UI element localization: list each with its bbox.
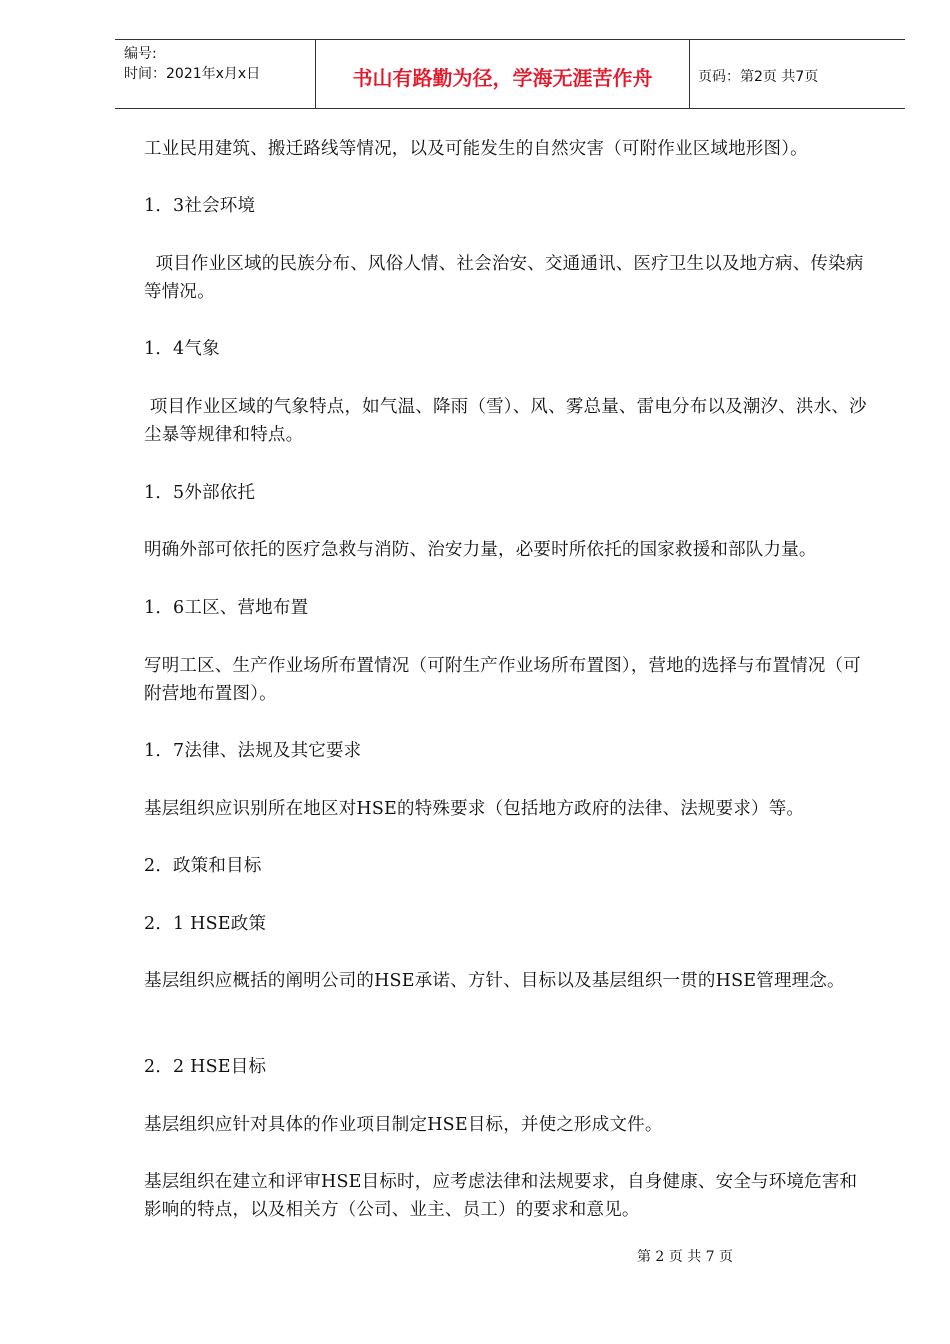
paragraph: 项目作业区域的气象特点，如气温、降雨（雪）、风、雾总量、雷电分布以及潮汐、洪水、沙尘暴等规律和特点。 (144, 397, 867, 445)
header-meta-cell (115, 40, 316, 108)
section-heading: 1．5外部依托 (144, 483, 256, 503)
paragraph: 基层组织在建立和评审HSE目标时，应考虑法律和法规要求，自身健康、安全与环境危害和影响的特点，以及相关方（公司、业主、员工）的要求和意见。 (144, 1172, 858, 1220)
section-heading: 1．7法律、法规及其它要求 (144, 741, 362, 761)
paragraph: 基层组织应识别所在地区对HSE的特殊要求（包括地方政府的法律、法规要求）等。 (144, 799, 805, 819)
section-heading: 2．1 HSE政策 (144, 914, 267, 934)
paragraph: 写明工区、生产作业场所布置情况（可附生产作业场所布置图），营地的选择与布置情况（可附营地布置图）。 (144, 656, 861, 704)
paragraph: 工业民用建筑、搬迁路线等情况，以及可能发生的自然灾害（可附作业区域地形图）。 (144, 139, 808, 159)
document-number-label: 编号: (124, 46, 157, 62)
paragraph: 基层组织应针对具体的作业项目制定HSE目标，并使之形成文件。 (144, 1115, 663, 1135)
header-motto-cell (316, 40, 690, 108)
header-page-info: 页码：第2页 共7页 (698, 69, 819, 85)
section-heading: 1．4气象 (144, 339, 220, 359)
header-motto: 书山有路勤为径，学海无涯苦作舟 (352, 66, 653, 90)
section-heading: 1．3社会环境 (144, 196, 256, 216)
section-heading: 2．政策和目标 (144, 856, 262, 876)
page-footer: 第 2 页 共 7 页 (636, 1249, 734, 1265)
section-heading: 2．2 HSE目标 (144, 1057, 267, 1077)
section-heading: 1．6工区、营地布置 (144, 598, 309, 618)
page-header (115, 39, 905, 109)
paragraph: 明确外部可依托的医疗急救与消防、治安力量，必要时所依托的国家救援和部队力量。 (144, 540, 817, 560)
header-page-cell (690, 40, 905, 108)
paragraph: 项目作业区域的民族分布、风俗人情、社会治安、交通通讯、医疗卫生以及地方病、传染病等情况。 (144, 254, 864, 302)
document-time-label: 时间：2021年x月x日 (124, 66, 261, 82)
paragraph: 基层组织应概括的阐明公司的HSE承诺、方针、目标以及基层组织一贯的HSE管理理念。 (144, 971, 845, 991)
